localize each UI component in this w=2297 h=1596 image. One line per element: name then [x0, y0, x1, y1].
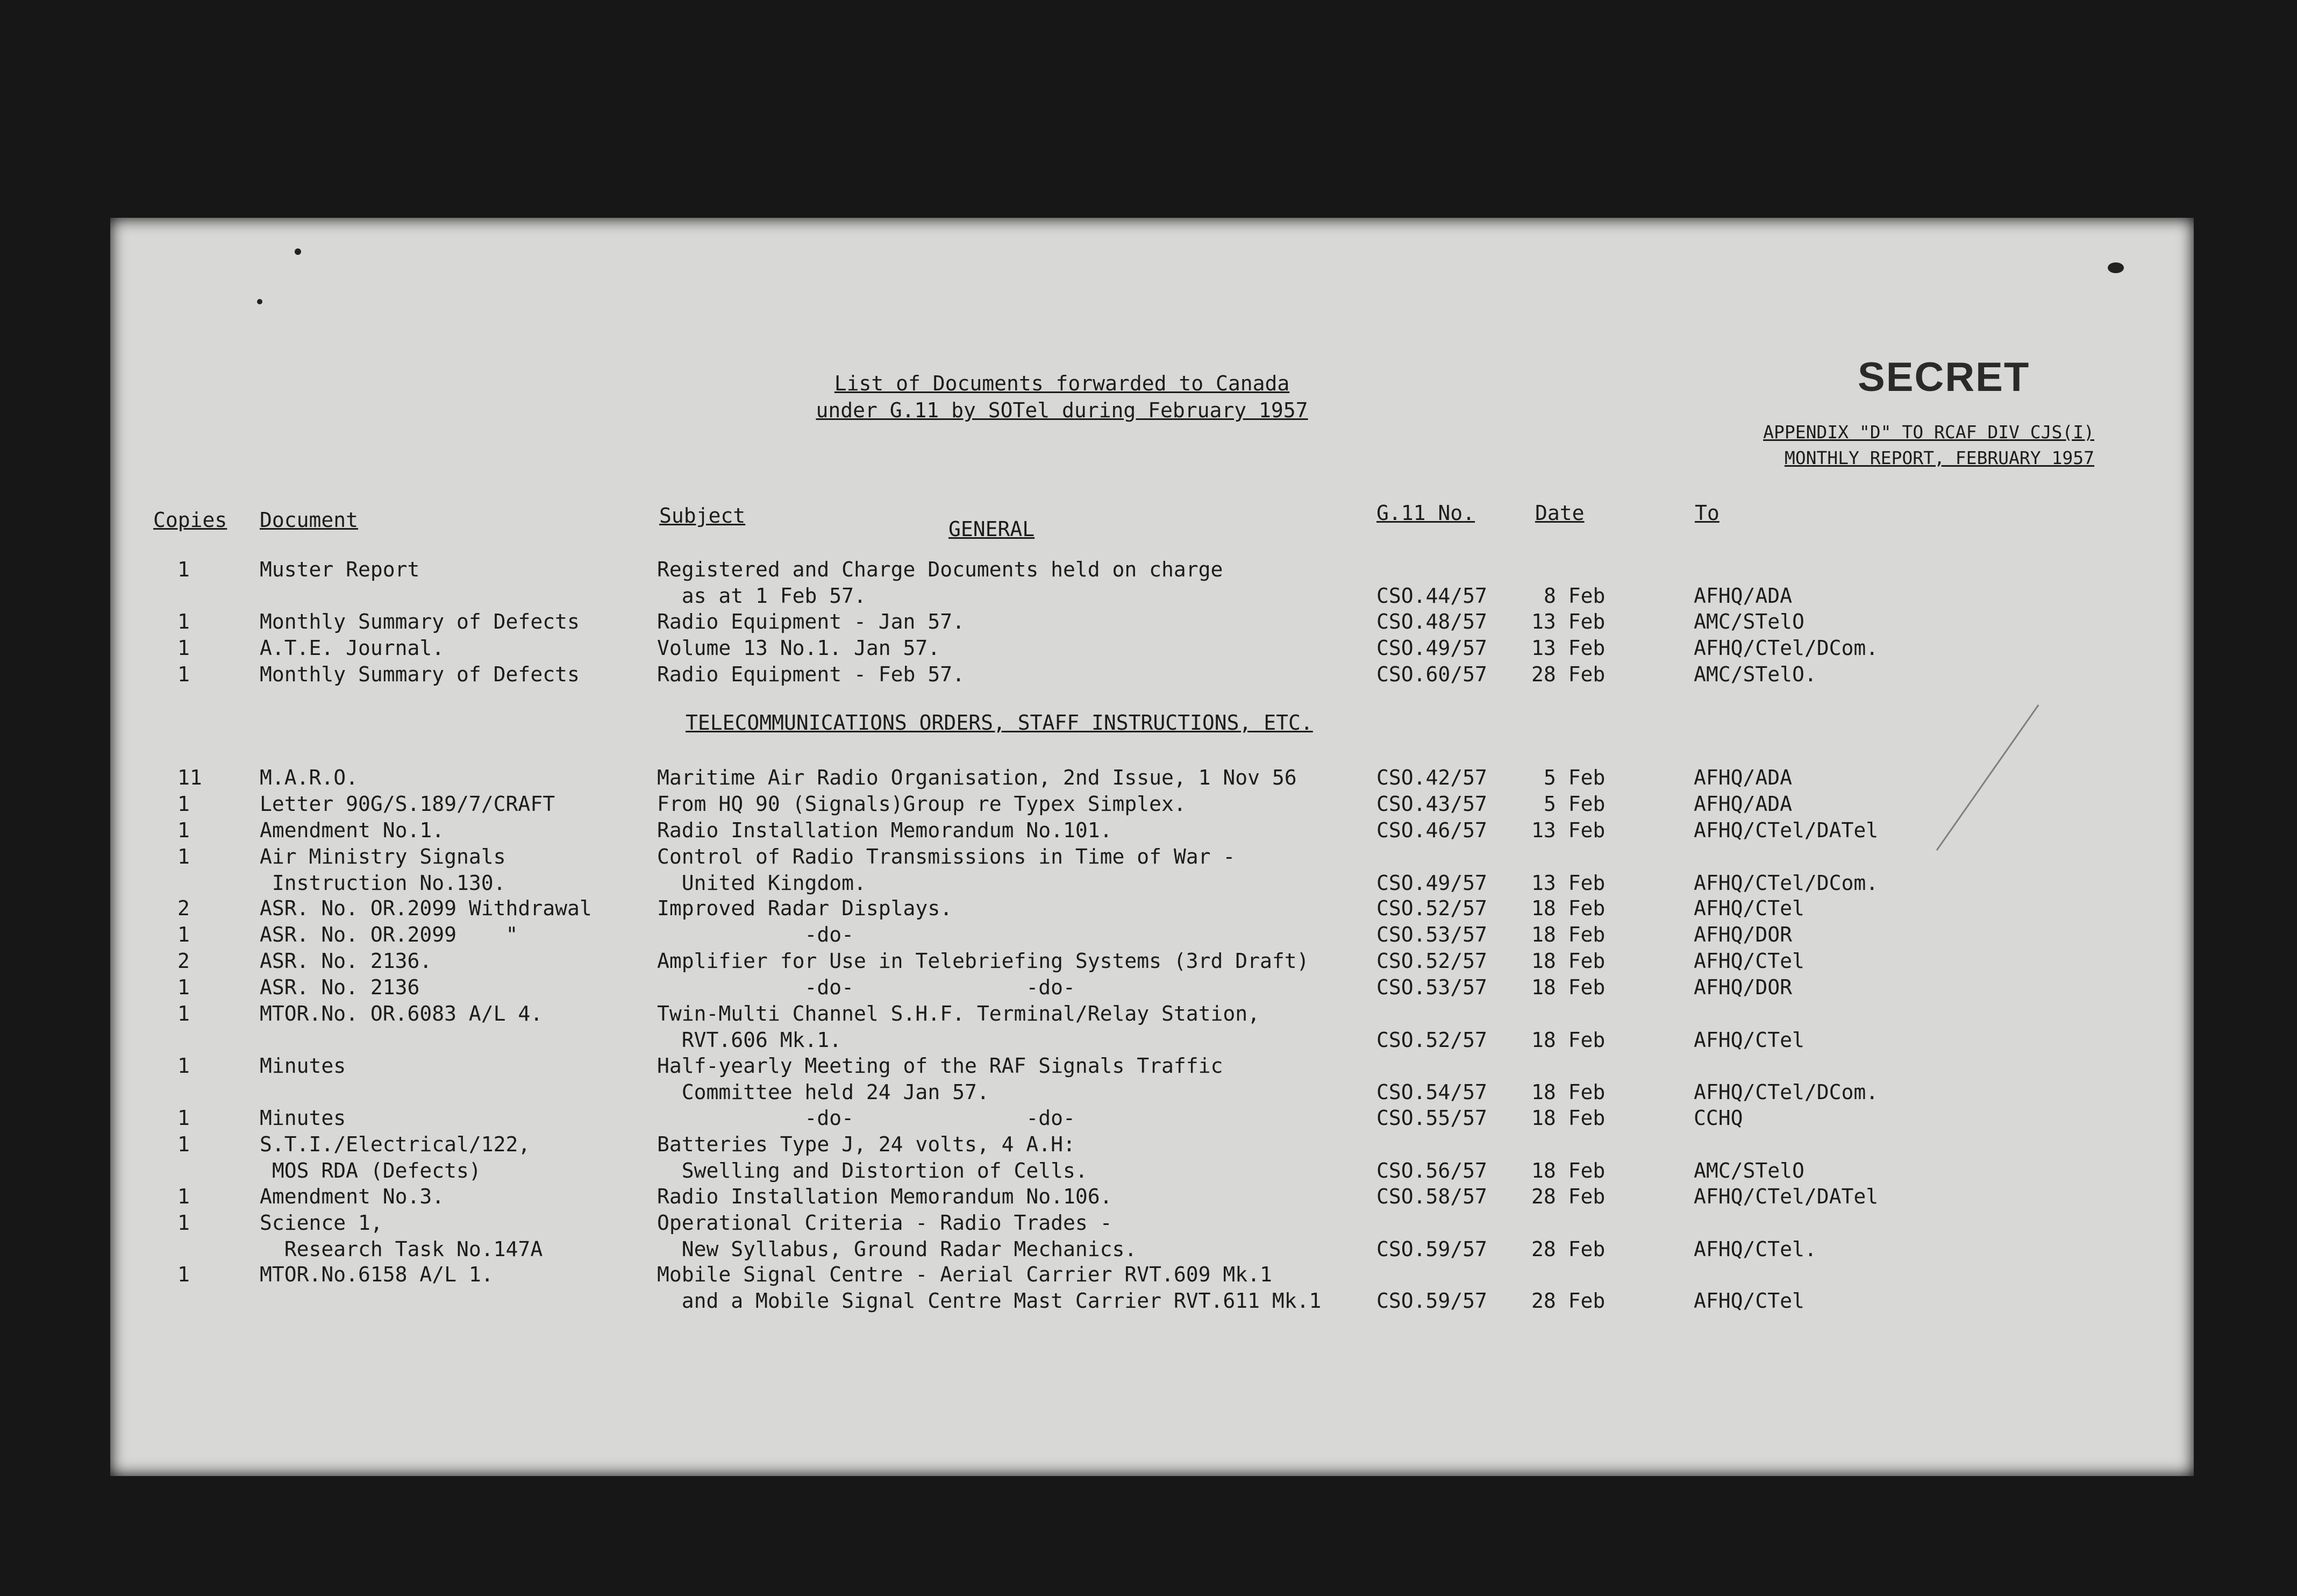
recipient-cell: AFHQ/CTel	[1694, 1289, 1804, 1313]
recipient-cell: AFHQ/ADA	[1694, 584, 1793, 608]
recipient-cell: AFHQ/CTel/DATel	[1694, 1185, 1879, 1208]
subject-cell: Amplifier for Use in Telebriefing Systems (3rd Draft)	[657, 949, 1309, 973]
title-line-2: under G.11 by SOTel during February 1957	[816, 398, 1308, 422]
g11-number-cell: CSO.49/57	[1376, 636, 1487, 660]
recipient-cell: AFHQ/CTel	[1694, 1028, 1804, 1052]
subject-cell: Radio Equipment - Feb 57.	[657, 662, 965, 686]
copies-cell: 1	[177, 792, 190, 816]
document-cell: MTOR.No. OR.6083 A/L 4.	[260, 1002, 543, 1025]
date-cell: 13 Feb	[1531, 636, 1606, 660]
document-cell: MOS RDA (Defects)	[260, 1159, 481, 1182]
g11-number-cell: CSO.55/57	[1376, 1106, 1487, 1130]
date-cell: 13 Feb	[1531, 610, 1606, 633]
subject-cell: From HQ 90 (Signals)Group re Typex Simplex.	[657, 792, 1186, 816]
subject-cell: Committee held 24 Jan 57.	[657, 1080, 989, 1104]
recipient-cell: AFHQ/CTel/DCom.	[1694, 1080, 1879, 1104]
title-line-1: List of Documents forwarded to Canada	[834, 372, 1290, 395]
date-cell: 18 Feb	[1531, 1106, 1606, 1130]
document-title	[793, 370, 1331, 424]
date-cell: 5 Feb	[1544, 766, 1606, 789]
date-cell: 18 Feb	[1531, 1159, 1606, 1182]
g11-number-cell: CSO.54/57	[1376, 1080, 1487, 1104]
copies-cell: 11	[177, 766, 202, 789]
recipient-cell: AFHQ/CTel/DCom.	[1694, 636, 1879, 660]
date-cell: 28 Feb	[1531, 662, 1606, 686]
document-cell: Amendment No.3.	[260, 1185, 445, 1208]
copies-cell: 1	[177, 1054, 190, 1078]
subject-cell: Volume 13 No.1. Jan 57.	[657, 636, 940, 660]
header-to: To	[1695, 501, 1720, 525]
subject-cell: United Kingdom.	[657, 871, 866, 895]
document-cell: ASR. No. 2136	[260, 975, 420, 999]
document-cell: Monthly Summary of Defects	[260, 662, 580, 686]
date-cell: 13 Feb	[1531, 871, 1606, 895]
date-cell: 28 Feb	[1531, 1237, 1606, 1261]
g11-number-cell: CSO.48/57	[1376, 610, 1487, 633]
g11-number-cell: CSO.56/57	[1376, 1159, 1487, 1182]
document-cell: Research Task No.147A	[260, 1237, 543, 1261]
g11-number-cell: CSO.44/57	[1376, 584, 1487, 608]
copies-cell: 1	[177, 1132, 190, 1156]
speck	[257, 299, 262, 304]
recipient-cell: AFHQ/CTel.	[1694, 1237, 1817, 1261]
recipient-cell: AFHQ/CTel/DATel	[1694, 818, 1879, 842]
recipient-cell: AFHQ/CTel	[1694, 949, 1804, 973]
document-cell: Muster Report	[260, 558, 420, 581]
classification-stamp: SECRET	[1858, 354, 2030, 400]
document-cell: MTOR.No.6158 A/L 1.	[260, 1263, 494, 1286]
document-cell: Minutes	[260, 1106, 346, 1130]
subject-cell: Improved Radar Displays.	[657, 896, 953, 920]
copies-cell: 1	[177, 1106, 190, 1130]
recipient-cell: CCHQ	[1694, 1106, 1743, 1130]
date-cell: 28 Feb	[1531, 1289, 1606, 1313]
copies-cell: 1	[177, 610, 190, 633]
copies-cell: 1	[177, 636, 190, 660]
subject-cell: Batteries Type J, 24 volts, 4 A.H:	[657, 1132, 1075, 1156]
recipient-cell: AFHQ/CTel	[1694, 896, 1804, 920]
subject-cell: Mobile Signal Centre - Aerial Carrier RVT.609 Mk.1	[657, 1263, 1272, 1286]
g11-number-cell: CSO.59/57	[1376, 1237, 1487, 1261]
g11-number-cell: CSO.58/57	[1376, 1185, 1487, 1208]
recipient-cell: AMC/STelO.	[1694, 662, 1817, 686]
subject-cell: Radio Equipment - Jan 57.	[657, 610, 965, 633]
document-cell: S.T.I./Electrical/122,	[260, 1132, 531, 1156]
recipient-cell: AFHQ/ADA	[1694, 766, 1793, 789]
subject-cell: Radio Installation Memorandum No.106.	[657, 1185, 1112, 1208]
subject-cell: RVT.606 Mk.1.	[657, 1028, 842, 1052]
document-cell: ASR. No. 2136.	[260, 949, 432, 973]
recipient-cell: AFHQ/CTel/DCom.	[1694, 871, 1879, 895]
document-cell: Air Ministry Signals	[260, 845, 506, 868]
speck	[295, 248, 301, 255]
document-cell: Monthly Summary of Defects	[260, 610, 580, 633]
recipient-cell: AFHQ/ADA	[1694, 792, 1793, 816]
g11-number-cell: CSO.49/57	[1376, 871, 1487, 895]
g11-number-cell: CSO.46/57	[1376, 818, 1487, 842]
recipient-cell: AMC/STelO	[1694, 1159, 1804, 1182]
g11-number-cell: CSO.53/57	[1376, 923, 1487, 946]
copies-cell: 1	[177, 923, 190, 946]
appendix-line-2: MONTHLY REPORT, FEBRUARY 1957	[1784, 447, 2094, 468]
document-cell: ASR. No. OR.2099 "	[260, 923, 518, 946]
subject-cell: -do- -do-	[657, 975, 1075, 999]
copies-cell: 1	[177, 818, 190, 842]
subject-cell: Swelling and Distortion of Cells.	[657, 1159, 1088, 1182]
document-cell: M.A.R.O.	[260, 766, 359, 789]
header-date: Date	[1535, 501, 1585, 525]
section-general: GENERAL	[948, 517, 1035, 541]
date-cell: 28 Feb	[1531, 1185, 1606, 1208]
copies-cell: 1	[177, 1002, 190, 1025]
g11-number-cell: CSO.59/57	[1376, 1289, 1487, 1313]
date-cell: 18 Feb	[1531, 923, 1606, 946]
copies-cell: 2	[177, 949, 190, 973]
subject-cell: -do- -do-	[657, 1106, 1075, 1130]
section-telecommunications: TELECOMMUNICATIONS ORDERS, STAFF INSTRUCTIONS, ETC.	[686, 711, 1313, 735]
date-cell: 18 Feb	[1531, 975, 1606, 999]
document-cell: Letter 90G/S.189/7/CRAFT	[260, 792, 555, 816]
copies-cell: 1	[177, 1263, 190, 1286]
copies-cell: 1	[177, 1185, 190, 1208]
appendix-reference	[1694, 419, 2094, 471]
date-cell: 5 Feb	[1544, 792, 1606, 816]
document-cell: Minutes	[260, 1054, 346, 1078]
date-cell: 18 Feb	[1531, 1028, 1606, 1052]
subject-cell: and a Mobile Signal Centre Mast Carrier RVT.611 Mk.1	[657, 1289, 1322, 1313]
copies-cell: 1	[177, 558, 190, 581]
header-copies: Copies	[153, 508, 227, 532]
subject-cell: New Syllabus, Ground Radar Mechanics.	[657, 1237, 1137, 1261]
g11-number-cell: CSO.52/57	[1376, 896, 1487, 920]
subject-cell: -do-	[657, 923, 854, 946]
header-document: Document	[260, 508, 359, 532]
copies-cell: 1	[177, 845, 190, 868]
subject-cell: Half-yearly Meeting of the RAF Signals Traffic	[657, 1054, 1223, 1078]
g11-number-cell: CSO.53/57	[1376, 975, 1487, 999]
copies-cell: 1	[177, 662, 190, 686]
recipient-cell: AMC/STelO	[1694, 610, 1804, 633]
document-cell: Amendment No.1.	[260, 818, 445, 842]
document-cell: Science 1,	[260, 1211, 383, 1235]
speck	[2108, 262, 2124, 273]
g11-number-cell: CSO.52/57	[1376, 949, 1487, 973]
date-cell: 18 Feb	[1531, 949, 1606, 973]
copies-cell: 1	[177, 975, 190, 999]
g11-number-cell: CSO.52/57	[1376, 1028, 1487, 1052]
subject-cell: as at 1 Feb 57.	[657, 584, 866, 608]
header-subject: Subject	[659, 504, 746, 528]
recipient-cell: AFHQ/DOR	[1694, 975, 1793, 999]
copies-cell: 2	[177, 896, 190, 920]
date-cell: 8 Feb	[1544, 584, 1606, 608]
subject-cell: Registered and Charge Documents held on charge	[657, 558, 1223, 581]
document-cell: Instruction No.130.	[260, 871, 506, 895]
subject-cell: Operational Criteria - Radio Trades -	[657, 1211, 1112, 1235]
appendix-line-1: APPENDIX "D" TO RCAF DIV CJS(I)	[1763, 422, 2094, 443]
g11-number-cell: CSO.60/57	[1376, 662, 1487, 686]
header-g11: G.11 No.	[1376, 501, 1475, 525]
g11-number-cell: CSO.43/57	[1376, 792, 1487, 816]
subject-cell: Maritime Air Radio Organisation, 2nd Issue, 1 Nov 56	[657, 766, 1297, 789]
date-cell: 18 Feb	[1531, 896, 1606, 920]
subject-cell: Control of Radio Transmissions in Time of War -	[657, 845, 1236, 868]
document-cell: ASR. No. OR.2099 Withdrawal	[260, 896, 592, 920]
date-cell: 13 Feb	[1531, 818, 1606, 842]
document-cell: A.T.E. Journal.	[260, 636, 445, 660]
date-cell: 18 Feb	[1531, 1080, 1606, 1104]
subject-cell: Twin-Multi Channel S.H.F. Terminal/Relay Station,	[657, 1002, 1260, 1025]
recipient-cell: AFHQ/DOR	[1694, 923, 1793, 946]
g11-number-cell: CSO.42/57	[1376, 766, 1487, 789]
subject-cell: Radio Installation Memorandum No.101.	[657, 818, 1112, 842]
copies-cell: 1	[177, 1211, 190, 1235]
